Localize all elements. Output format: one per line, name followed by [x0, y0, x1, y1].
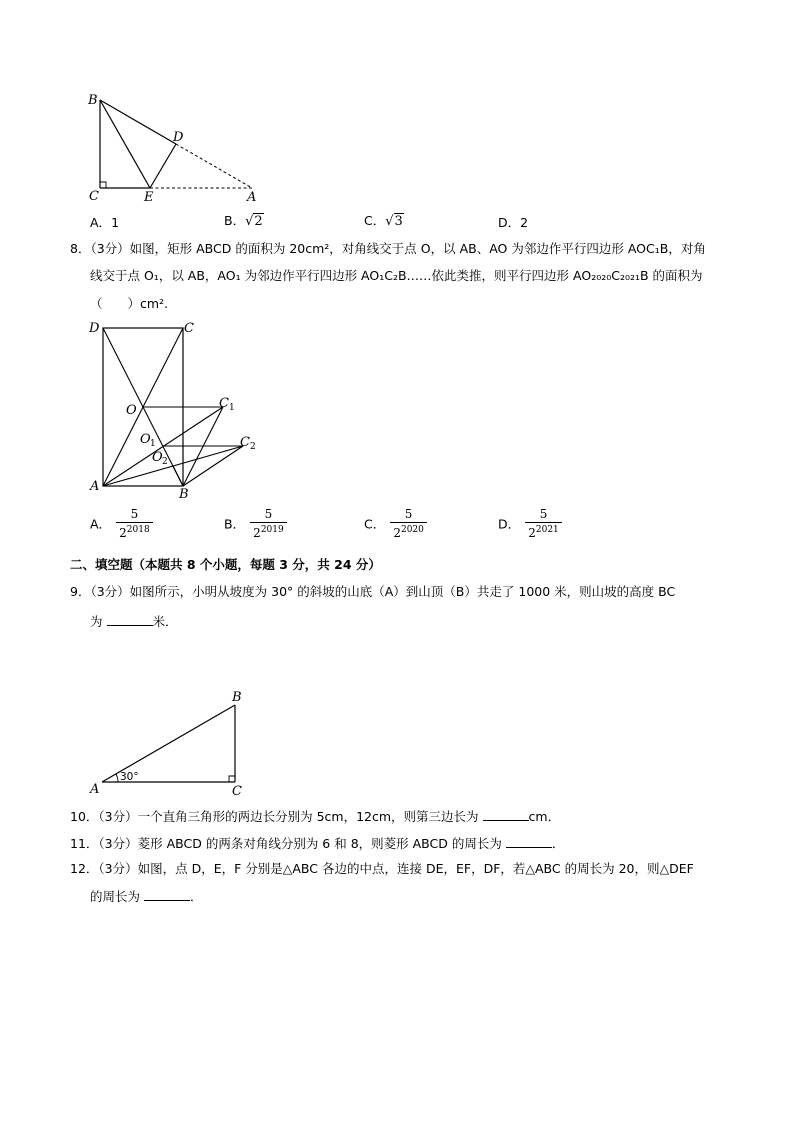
- q11-answer-blank[interactable]: [506, 835, 552, 848]
- q8-option-d[interactable]: D． $\frac{5}{2^{2021}}$: [498, 507, 562, 541]
- q7-line-be: [100, 100, 150, 188]
- q9-text-line1: 如图所示，小明从坡度为 30° 的斜坡的山底（A）到山顶（B）共走了 1000 米，则山坡的高度 BC: [129, 584, 676, 599]
- q8-label-b: B: [179, 487, 189, 502]
- q7-label-c: C: [89, 189, 99, 204]
- q8-line-c2b: [183, 446, 243, 486]
- q11-score: （3分）: [98, 836, 138, 851]
- q7-line-ed: [150, 144, 176, 188]
- q7-figure: [84, 90, 274, 205]
- q10: 10．（3分）一个直角三角形的两边长分别为 5cm，12cm，则第三边长为 cm．: [70, 809, 561, 824]
- q7-label-a: A: [247, 190, 257, 205]
- q8-label-o2: O: [152, 450, 163, 465]
- q8-line2: 线交于点 O₁，以 AB，AO₁ 为邻边作平行四边形 AO₁C₂B……依此类推，则平行四边形 AO₂₀₂₀C₂₀₂₁B 的面积为: [90, 268, 703, 283]
- q9-label-b: B: [232, 690, 242, 705]
- q10-answer-blank[interactable]: [483, 808, 529, 821]
- q9-label-a: A: [90, 782, 100, 797]
- q8-label-d: D: [89, 321, 100, 336]
- q7-line-bd: [100, 100, 176, 144]
- q12-number: 12．: [70, 861, 99, 876]
- q7-option-c[interactable]: C．√3: [364, 213, 403, 229]
- q8-line1: [70, 241, 706, 257]
- q8-label-c1-sub: 1: [229, 403, 235, 413]
- fraction: $\frac{5}{2^{2020}}$: [390, 507, 427, 541]
- q8-number: 8．: [70, 241, 91, 256]
- q7-option-b[interactable]: B．√2: [224, 213, 263, 229]
- q9-angle-arc: [116, 774, 118, 782]
- q7-label-b: B: [88, 93, 98, 108]
- q10-text: 一个直角三角形的两边长分别为 5cm，12cm，则第三边长为: [137, 809, 479, 824]
- q9-score: （3分）: [90, 584, 130, 599]
- q8-label-a: A: [90, 479, 100, 494]
- q8-label-c2: C: [240, 435, 250, 450]
- section-title: 二、填空题（本题共 8 个小题，每题 3 分，共 24 分）: [70, 557, 381, 572]
- sqrt-symbol: √3: [385, 214, 403, 229]
- q9-label-c: C: [232, 784, 242, 797]
- q8-label-c1: C: [219, 396, 229, 411]
- q10-score: （3分）: [98, 809, 138, 824]
- q11: 11．（3分）菱形 ABCD 的两条对角线分别为 6 和 8，则菱形 ABCD 的周长为 ．: [70, 836, 565, 851]
- q8-option-c[interactable]: C． $\frac{5}{2^{2020}}$: [364, 507, 427, 541]
- q11-number: 11．: [70, 836, 99, 851]
- q7-option-d[interactable]: D．2: [498, 215, 529, 230]
- q12-line1: [70, 861, 694, 877]
- q7-label-d: D: [173, 130, 184, 145]
- q12-line2: 的周长为 ．: [90, 889, 203, 904]
- q9-right-angle-mark: [229, 776, 235, 782]
- q8-figure: [84, 318, 274, 503]
- q8-option-a[interactable]: A． $\frac{5}{2^{2018}}$: [90, 507, 153, 541]
- q7-right-angle-mark: [100, 182, 106, 188]
- q9-answer-blank[interactable]: [107, 613, 153, 626]
- q12-text-line1: 如图，点 D，E，F 分别是△ABC 各边的中点，连接 DE，EF，DF，若△ABC 的周长为 20，则△DEF: [137, 861, 694, 876]
- q8-text-line1: 如图，矩形 ABCD 的面积为 20cm²，对角线交于点 O，以 AB、AO 为邻边作平行四边形 AOC₁B，对角: [129, 241, 706, 256]
- q9-figure: [84, 685, 254, 797]
- q8-label-c2-sub: 2: [250, 442, 256, 452]
- sqrt-symbol: √2: [245, 214, 263, 229]
- q8-score: （3分）: [90, 241, 130, 256]
- q9-number: 9．: [70, 584, 91, 599]
- q12-answer-blank[interactable]: [144, 888, 190, 901]
- q8-label-o2-sub: 2: [162, 457, 168, 467]
- q9-angle-label: 30°: [120, 771, 139, 783]
- q8-label-o: O: [126, 403, 137, 418]
- fraction: $\frac{5}{2^{2018}}$: [116, 507, 153, 541]
- q8-option-b[interactable]: B． $\frac{5}{2^{2019}}$: [224, 507, 287, 541]
- fraction: $\frac{5}{2^{2019}}$: [250, 507, 287, 541]
- q9-line1: [70, 584, 675, 600]
- q8-label-o1-sub: 1: [150, 439, 156, 449]
- q8-label-c: C: [184, 321, 194, 336]
- q10-number: 10．: [70, 809, 99, 824]
- q11-text: 菱形 ABCD 的两条对角线分别为 6 和 8，则菱形 ABCD 的周长为: [137, 836, 502, 851]
- q8-line-o2: [173, 466, 183, 486]
- q8-line3: （ ）cm².: [90, 296, 169, 311]
- fraction: $\frac{5}{2^{2021}}$: [525, 507, 562, 541]
- q7-option-a[interactable]: A．1: [90, 215, 120, 230]
- q8-label-o1: O: [140, 432, 151, 447]
- q12-score: （3分）: [98, 861, 138, 876]
- q7-label-e: E: [144, 190, 154, 205]
- q9-line2: 为 米．: [90, 614, 178, 629]
- q7-line-da-dashed: [176, 144, 252, 188]
